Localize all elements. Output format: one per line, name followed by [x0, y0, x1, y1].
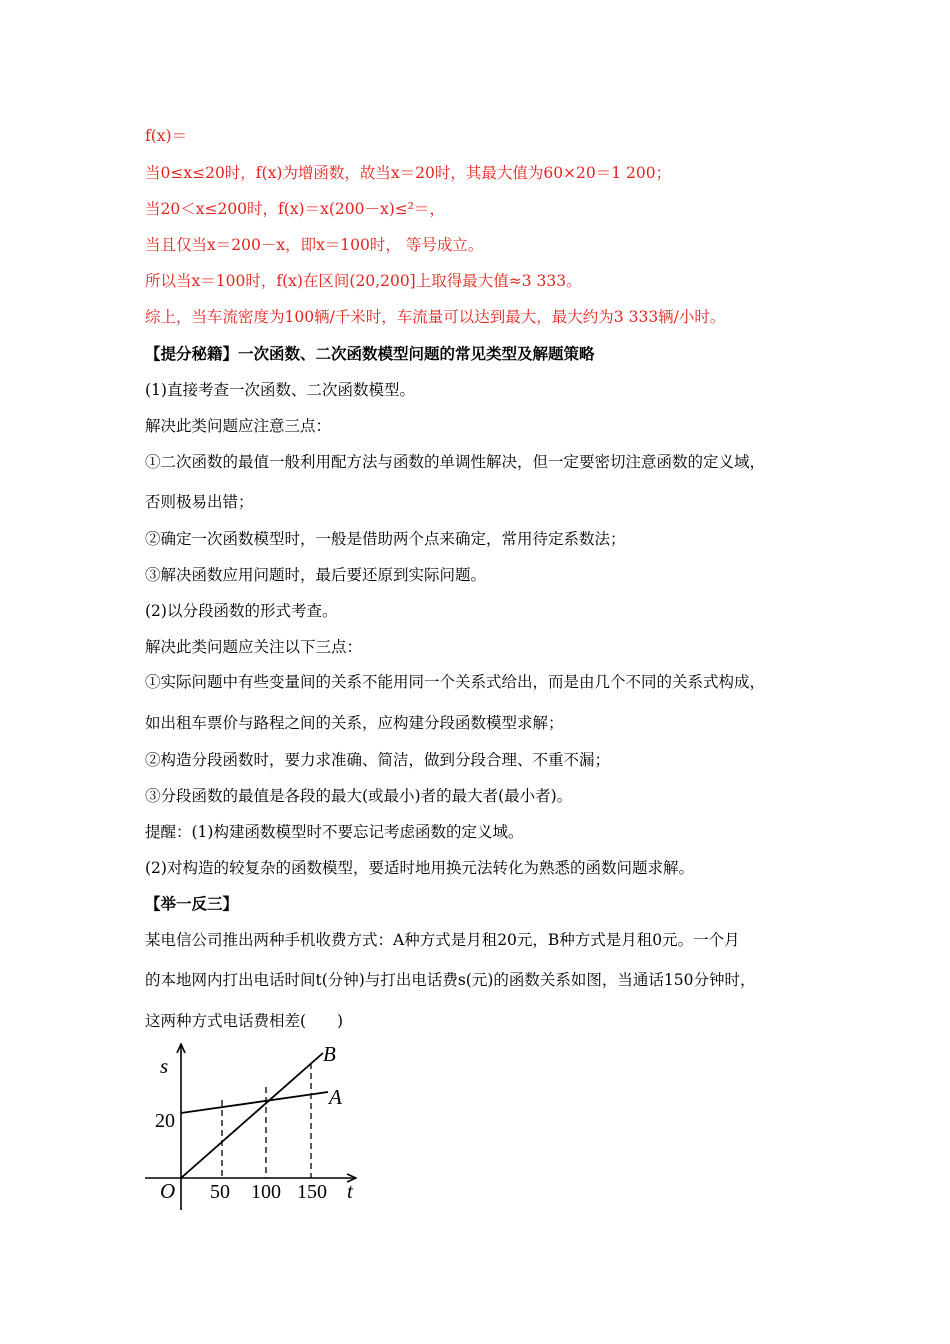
origin-label: O: [160, 1179, 176, 1203]
x-tick-label: 100: [251, 1181, 281, 1203]
solution-line-1: f(x)＝: [145, 127, 188, 145]
solution-line-6: 综上，当车流密度为100辆/千米时，车流量可以达到最大，最大约为3 333辆/小时。: [145, 308, 726, 326]
example-question: 这两种方式电话费相差( ): [145, 1012, 344, 1030]
tips-paragraph: 解决此类问题应注意三点：: [145, 417, 332, 435]
tips-paragraph: (1)直接考查一次函数、二次函数模型。: [145, 381, 415, 399]
solution-line-4: 当且仅当x＝200－x，即x＝100时， 等号成立。: [145, 236, 484, 254]
line-a: [181, 1092, 328, 1113]
line-a-label: A: [329, 1085, 342, 1109]
tips-paragraph: (2)以分段函数的形式考查。: [145, 602, 338, 620]
tips-paragraph: ①实际问题中有些变量间的关系不能用同一个关系式给出，而是由几个不同的关系式构成，: [145, 673, 766, 691]
example-question: 的本地网内打出电话时间t(分钟)与打出电话费s(元)的函数关系如图，当通话150分钟时，: [145, 971, 756, 989]
x-tick-label: 50: [210, 1181, 230, 1203]
x-axis-label: t: [347, 1179, 353, 1203]
solution-line-5: 所以当x＝100时，f(x)在区间(20,200]上取得最大值≈3 333。: [145, 272, 582, 290]
tips-paragraph: 提醒：(1)构建函数模型时不要忘记考虑函数的定义域。: [145, 823, 524, 841]
line-b-label: B: [323, 1042, 336, 1066]
tips-paragraph: 否则极易出错；: [145, 493, 254, 511]
y-axis-label: s: [160, 1054, 169, 1078]
tips-paragraph: ③解决函数应用问题时，最后要还原到实际问题。: [145, 566, 487, 584]
solution-line-2: 当0≤x≤20时，f(x)为增函数，故当x＝20时，其最大值为60×20＝1 200；: [145, 164, 672, 182]
tips-paragraph: (2)对构造的较复杂的函数模型，要适时地用换元法转化为熟悉的函数问题求解。: [145, 859, 694, 877]
example-heading: 【举一反三】: [145, 894, 239, 913]
tips-paragraph: ②构造分段函数时，要力求准确、简洁，做到分段合理、不重不漏；: [145, 751, 611, 769]
y-tick-label: 20: [155, 1110, 175, 1132]
tips-paragraph: 解决此类问题应关注以下三点：: [145, 638, 363, 656]
example-question: 某电信公司推出两种手机收费方式：A种方式是月租20元，B种方式是月租0元。一个月: [145, 931, 740, 949]
solution-line-3: 当20＜x≤200时，f(x)＝x(200－x)≤²＝，: [145, 200, 445, 218]
tips-paragraph: ①二次函数的最值一般利用配方法与函数的单调性解决，但一定要密切注意函数的定义域，: [145, 453, 766, 471]
tips-paragraph: ③分段函数的最值是各段的最大(或最小)者的最大者(最小者)。: [145, 787, 573, 805]
x-tick-label: 150: [297, 1181, 327, 1203]
function-graph: [140, 1035, 380, 1225]
tips-paragraph: 如出租车票价与路程之间的关系，应构建分段函数模型求解；: [145, 714, 564, 732]
tips-paragraph: ②确定一次函数模型时，一般是借助两个点来确定，常用待定系数法；: [145, 530, 626, 548]
tips-heading: 【提分秘籍】一次函数、二次函数模型问题的常见类型及解题策略: [145, 344, 595, 363]
line-b: [181, 1053, 323, 1178]
